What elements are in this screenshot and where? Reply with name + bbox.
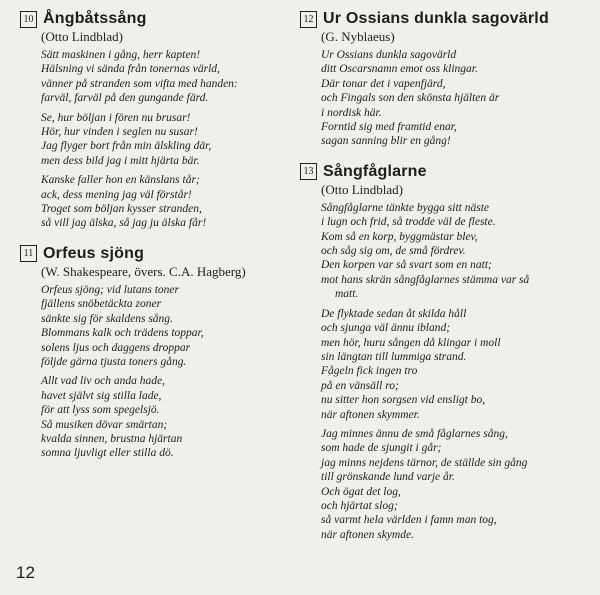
- lyric-stanza: [41, 173, 290, 231]
- lyric-line: Jag minnes ännu de små fåglarnes sång,: [321, 427, 508, 440]
- right-column: [300, 10, 585, 556]
- track-number-box: 13: [300, 163, 317, 180]
- lyric-line: och såg sig om, de små fördrev.: [321, 245, 466, 258]
- lyric-line: Kom så en korp, byggmästar blev,: [321, 230, 478, 243]
- song-credit: (W. Shakespeare, övers. C.A. Hagberg): [41, 263, 246, 279]
- lyric-line: så varmt hela världen i famn man tog,: [321, 514, 497, 527]
- lyric-line: sänkte sig för skaldens sång.: [41, 312, 173, 325]
- lyric-line: men hör, huru sången då klingar i moll: [321, 336, 501, 349]
- lyric-line: nu sitter hon sorgsen vid ensligt bo,: [321, 394, 486, 407]
- lyric-line: Hör, hur vinden i seglen nu susar!: [41, 126, 198, 139]
- lyric-line: till grönskande lund varje år.: [321, 471, 455, 484]
- lyric-line: när aftonen skymmer.: [321, 408, 420, 421]
- lyric-line: som hade de sjungit i går;: [321, 442, 442, 455]
- lyric-line: Blommans kalk och trädens toppar,: [41, 327, 204, 340]
- lyric-stanza: [321, 307, 585, 422]
- lyric-line: matt.: [335, 288, 359, 301]
- song-heading: [20, 10, 290, 28]
- lyric-line: när aftonen skymde.: [321, 528, 414, 541]
- lyric-stanza: [321, 48, 585, 149]
- song-heading: [20, 245, 290, 263]
- lyric-stanza: [41, 374, 290, 460]
- lyric-line: farväl, farväl på den gungande färd.: [41, 92, 209, 105]
- lyric-line: ditt Oscarsnamn emot oss klingar.: [321, 63, 478, 76]
- song-title: Orfeus sjöng: [43, 244, 145, 262]
- lyric-line: havet självt sig stilla lade,: [41, 389, 162, 402]
- lyric-line: De flyktade sedan åt skilda håll: [321, 307, 467, 320]
- song-title: Ångbåtssång: [43, 10, 147, 27]
- lyric-line: Se, hur böljan i fören nu brusar!: [41, 111, 191, 124]
- lyric-line: Så musiken dövar smärtan;: [41, 418, 168, 431]
- lyric-stanza: [321, 427, 585, 542]
- song-section: [300, 163, 585, 542]
- lyric-line: mot hans skrän sångfåglarnes stämma var så: [321, 273, 530, 286]
- lyric-line: kvalda sinnen, brustna hjärtan: [41, 432, 183, 445]
- lyric-line: sin längtan till lummiga strand.: [321, 350, 467, 363]
- lyric-line: jag minns nejdens tärnor, de ställde sin gång: [321, 456, 528, 469]
- song-credit: (Otto Lindblad): [321, 181, 403, 197]
- lyric-stanza: [41, 48, 290, 106]
- lyric-line: Den korpen var så svart som en natt;: [321, 259, 492, 272]
- page-number: 12: [16, 563, 35, 582]
- lyric-line: i nordisk här.: [321, 106, 382, 119]
- lyric-line: i lugn och frid, så trodde väl de fleste.: [321, 216, 496, 229]
- lyric-line: Ur Ossians dunkla sagovärld: [321, 49, 457, 61]
- song-heading: [300, 163, 585, 181]
- lyric-line: Orfeus sjöng; vid lutans toner: [41, 283, 179, 296]
- lyric-line: ack, dess mening jag väl förstår!: [41, 188, 192, 201]
- lyric-line: fjällens snöbetäckta zoner: [41, 298, 162, 311]
- lyric-line: Och ögat det log,: [321, 485, 401, 498]
- lyric-line: så vill jag älska, så jag ju älska får!: [41, 217, 207, 230]
- left-column: [20, 10, 290, 475]
- lyric-stanza: [41, 111, 290, 169]
- song-section: [300, 10, 585, 149]
- lyric-line: och sjunga väl ännu ibland;: [321, 322, 451, 335]
- lyric-line: Troget som böljan kysser stranden,: [41, 203, 202, 216]
- song-heading: [300, 10, 585, 28]
- lyric-line: Jag flyger bort från min älskling där,: [41, 140, 212, 153]
- lyric-line: men dess bild jag i mitt hjärta bär.: [41, 154, 200, 167]
- song-title: Sångfåglarne: [323, 162, 427, 180]
- lyric-line: Där tonar det i vapenfjärd,: [321, 77, 446, 90]
- lyric-stanza: [41, 283, 290, 369]
- song-section: [20, 10, 290, 231]
- lyric-line: solens ljus och daggens droppar: [41, 341, 191, 354]
- lyric-line: följde gärna tjusta toners gång.: [41, 355, 187, 368]
- lyric-line: Sångfåglarne tänkte bygga sitt näste: [321, 201, 490, 214]
- track-number-box: 12: [300, 11, 317, 28]
- lyric-line: vänner på stranden som vifta med handen:: [41, 77, 238, 90]
- lyric-line: somna ljuvligt eller stilla dö.: [41, 447, 174, 460]
- lyric-line: sagan sanning blir en gång!: [321, 135, 451, 148]
- lyric-line: Forntid sig med framtid enar,: [321, 121, 457, 134]
- lyric-line: för att lyss som spegelsjö.: [41, 404, 160, 417]
- lyric-line: Fågeln fick ingen tro: [321, 365, 418, 378]
- lyric-line: och Fingals son den skönsta hjälten är: [321, 92, 500, 105]
- track-number-box: 10: [20, 11, 37, 28]
- song-title: Ur Ossians dunkla sagovärld: [323, 10, 549, 27]
- lyric-line: Hälsning vi sända från tonernas värld,: [41, 63, 220, 76]
- track-number-box: 11: [20, 245, 37, 262]
- lyric-line: på en vänsäll ro;: [321, 379, 399, 392]
- lyric-stanza: [321, 201, 585, 302]
- lyric-line: Allt vad liv och anda hade,: [41, 375, 165, 388]
- song-credit: (Otto Lindblad): [41, 29, 123, 44]
- lyric-line: Sätt maskinen i gång, herr kapten!: [41, 49, 201, 61]
- lyric-line: och hjärtat slog;: [321, 499, 398, 512]
- lyric-line: Kanske faller hon en känslans tår;: [41, 174, 200, 187]
- song-section: [20, 245, 290, 461]
- song-credit: (G. Nyblaeus): [321, 29, 395, 44]
